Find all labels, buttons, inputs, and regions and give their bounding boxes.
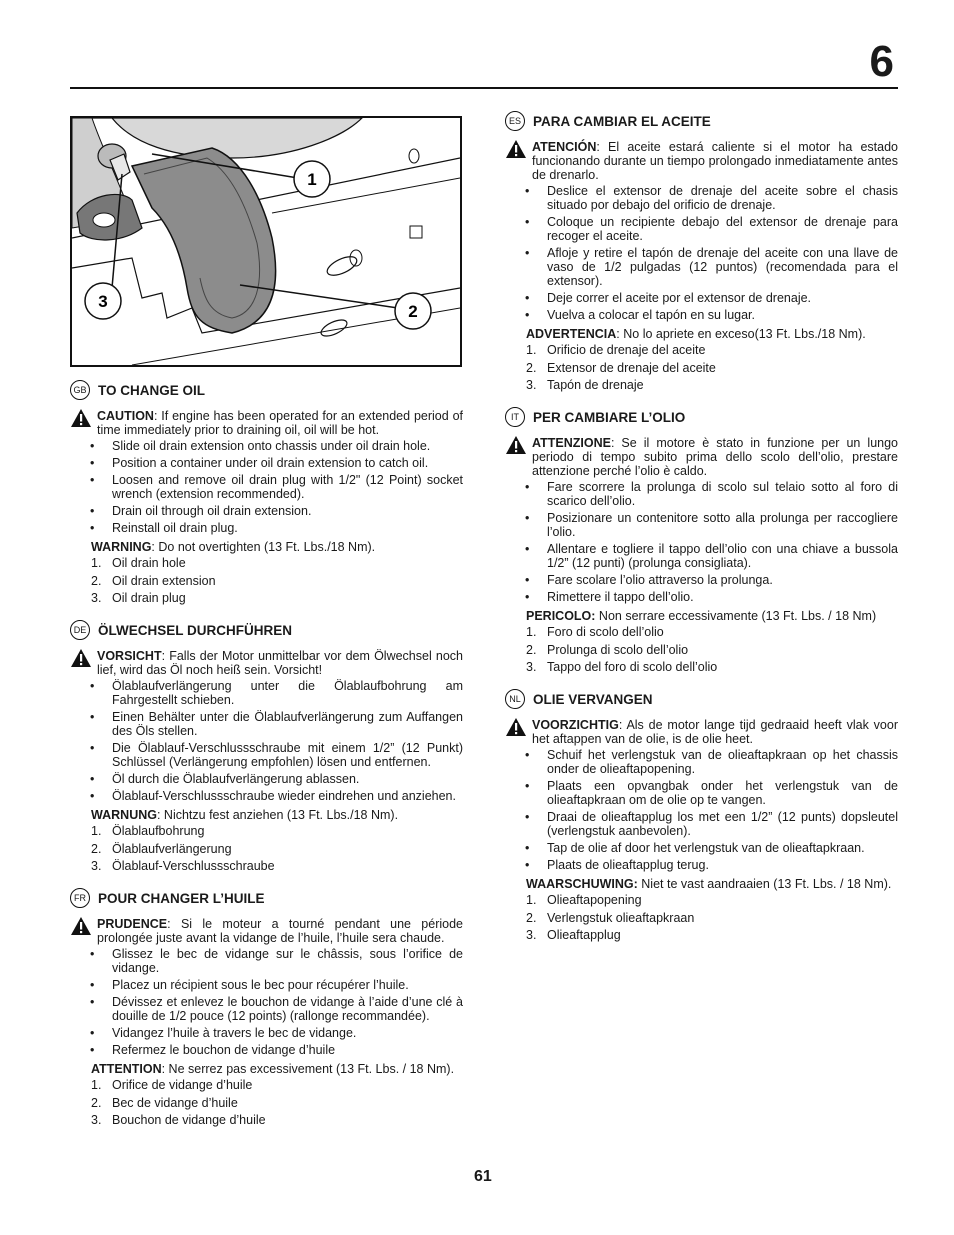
section-de [70,620,463,874]
parts-legend [505,625,898,675]
warning-text: Niet te vast aandraaien (13 Ft. Lbs. / 18 Nm). [637,877,892,891]
list-item: • Afloje y retire el tapón de drenaje del aceite con una llave de vaso de 1/2 pulgadas (12 puntos) (recomendada para el extensor). [505,246,898,288]
warning-note [70,1062,463,1076]
section-heading [505,689,898,709]
list-item: • Placez un récipient sous le bec pour récupérer l’huile. [70,978,463,992]
list-item: • Position a container under oil drain extension to catch oil. [70,456,463,470]
callout-1 [294,161,330,197]
caution-note [505,436,898,478]
country-code-badge: NL [505,689,525,709]
section-heading [505,111,898,131]
country-code-badge: ES [505,111,525,131]
instruction-list [505,480,898,604]
legend-item: 1. Oil drain hole [91,556,186,570]
legend-item: 1. Orifice de vidange d’huile [91,1078,253,1092]
list-item: • Dévissez et enlevez le bouchon de vidange à l’aide d’une clé à douille de 1/2 pouce (12 points) (rallonge recommandée). [70,995,463,1023]
instruction-list [70,679,463,803]
warning-note [505,327,898,341]
caution-label: CAUTION [97,409,154,423]
legend-item: 2. Bec de vidange d’huile [91,1095,238,1110]
list-item: • Slide oil drain extension onto chassis under oil drain hole. [70,439,463,453]
list-item: • Einen Behälter unter die Ölablaufverlängerung zum Auffangen des Öls stellen. [70,710,463,738]
list-item: • Vidangez l’huile à travers le bec de vidange. [70,1026,463,1040]
section-title: PER CAMBIARE L’OLIO [533,409,686,425]
legend-item: 1. Orificio de drenaje del aceite [526,343,706,357]
legend-item: 3. Olieaftapplug [526,928,621,942]
caution-note [70,409,463,437]
legend-item: 2. Ölablaufverlängerung [91,841,232,856]
warning-triangle-icon [70,408,92,428]
list-item: • Posizionare un contenitore sotto alla prolunga per raccogliere l’olio. [505,511,898,539]
section-heading [70,620,463,640]
legend-item: 2. Extensor de drenaje del aceite [526,360,716,375]
header-rule [70,87,898,89]
warning-note [70,808,463,822]
caution-note [70,649,463,677]
right-column [505,111,898,957]
section-heading [70,380,463,400]
warning-triangle-icon [70,916,92,936]
caution-label: VOORZICHTIG [532,718,619,732]
section-title: ÖLWECHSEL DURCHFÜHREN [98,622,293,638]
list-item: • Reinstall oil drain plug. [70,521,463,535]
warning-triangle-icon [505,435,527,455]
legend-item: 1. Ölablaufbohrung [91,824,205,838]
list-item: • Schuif het verlengstuk van de olieaftapkraan op het chassis onder de olieaftapopening. [505,748,898,776]
list-item: • Tap de olie af door het verlengstuk van de olieaftapkraan. [505,841,898,855]
chapter-number: 6 [869,37,894,86]
section-title: TO CHANGE OIL [98,382,206,398]
list-item: • Loosen and remove oil drain plug with 1/2" (12 Point) socket wrench (extension recommended). [70,473,463,501]
section-heading [70,888,463,908]
caution-text: : Als de motor lange tijd gedraaid heeft vlak voor het aftappen van de olie, is de olie heet. [532,718,898,746]
warning-text: : Do not overtighten (13 Ft. Lbs./18 Nm). [151,540,376,554]
warning-triangle-icon [70,648,92,668]
oil-drain-drawing [72,118,460,365]
warning-note [505,877,898,891]
page-number: 61 [474,1168,492,1185]
legend-item: 2. Prolunga di scolo dell’olio [526,642,689,657]
list-item: • Vuelva a colocar el tapón en su lugar. [505,308,898,322]
warning-label: PERICOLO: [526,609,596,623]
section-gb [70,380,463,606]
list-item: • Coloque un recipiente debajo del extensor de drenaje para recoger el aceite. [505,215,898,243]
caution-label: VORSICHT [97,649,162,663]
section-fr [70,888,463,1128]
warning-text: : Nichtzu fest anziehen (13 Ft. Lbs./18 Nm). [156,808,399,822]
list-item: • Drain oil through oil drain extension. [70,504,463,518]
oil-drain-illustration [70,116,462,367]
list-item: • Ölablauf-Verschlussschraube wieder eindrehen und anziehen. [70,789,463,803]
caution-label: ATENCIÓN [532,140,597,154]
list-item: • Ölablaufverlängerung unter die Ölablaufbohrung am Fahrgestellt schieben. [70,679,463,707]
warning-triangle-icon [505,717,527,737]
caution-note [70,917,463,945]
legend-item: 1. Foro di scolo dell’olio [526,625,664,639]
list-item: • Allentare e togliere il tappo dell’olio con una chiave a bussola 1/2” (12 punti) (prolunga consigliata). [505,542,898,570]
warning-label: ATTENTION [91,1062,162,1076]
legend-item: 3. Tappo del foro di scolo dell’olio [526,660,718,674]
legend-item: 1. Olieaftapopening [526,893,642,907]
country-code-badge: DE [70,620,90,640]
list-item: • Fare scolare l’olio attraverso la prolunga. [505,573,898,587]
list-item: • Rimettere il tappo dell’olio. [505,590,898,604]
warning-label: ADVERTENCIA [526,327,617,341]
legend-item: 3. Oil drain plug [91,591,186,605]
instruction-list [505,748,898,872]
list-item: • Fare scorrere la prolunga di scolo sul telaio sotto al foro di scarico dell’olio. [505,480,898,508]
country-code-badge: FR [70,888,90,908]
left-column [70,380,463,1142]
caution-text: : El aceite estará caliente si el motor ha estado funcionando durante un tiempo prolongado inmediatamente antes de drenarlo. [532,140,898,182]
legend-item: 3. Bouchon de vidange d’huile [91,1113,266,1127]
instruction-list [505,184,898,322]
instruction-list [70,947,463,1057]
warning-label: WARNUNG [91,808,157,822]
callout-2 [395,293,431,329]
list-item: • Glissez le bec de vidange sur le châssis, sous l’orifice de vidange. [70,947,463,975]
country-code-badge: GB [70,380,90,400]
parts-legend [505,343,898,393]
warning-text: Non serrare eccessivamente (13 Ft. Lbs. / 18 Nm) [595,609,877,623]
legend-item: 3. Ölablauf-Verschlussschraube [91,859,275,873]
svg-text:3: 3 [98,292,108,311]
parts-legend [505,893,898,943]
section-title: POUR CHANGER L’HUILE [98,890,265,906]
list-item: • Die Ölablauf-Verschlussschraube mit einem 1/2” (12 Punkt) Schlüssel (Verlängerung empfohlen) lösen und entfernen. [70,741,463,769]
warning-note [70,540,463,554]
parts-legend [70,556,463,606]
legend-item: 3. Tapón de drenaje [526,378,644,392]
caution-text: : If engine has been operated for an extended period of time immediately prior to draining oil, oil will be hot. [97,409,463,437]
caution-text: : Se il motore è stato in funzione per un lungo periodo di tempo subito prima dello scolo dell’olio, prestare attenzione perché l’olio è caldo. [532,436,898,478]
list-item: • Plaats een opvangbak onder het verlengstuk van de olieaftapkraan om de olie op te vangen. [505,779,898,807]
svg-text:1: 1 [307,170,317,189]
legend-item: 2. Oil drain extension [91,573,216,588]
caution-text: : Falls der Motor unmittelbar vor dem Ölwechsel noch lief, wird das Öl noch heiß sein. Vorsicht! [97,649,463,677]
country-code-badge: IT [505,407,525,427]
list-item: • Deslice el extensor de drenaje del aceite sobre el chasis situado por debajo del orificio de drenaje. [505,184,898,212]
caution-label: PRUDENCE [97,917,168,931]
caution-note [505,718,898,746]
parts-legend [70,1078,463,1128]
section-es [505,111,898,393]
warning-label: WAARSCHUWING: [526,877,638,891]
list-item: • Plaats de olieaftapplug terug. [505,858,898,872]
section-title: PARA CAMBIAR EL ACEITE [533,113,711,129]
instruction-list [70,439,463,535]
section-title: OLIE VERVANGEN [533,691,653,707]
warning-label: WARNING [91,540,152,554]
warning-note [505,609,898,623]
caution-note [505,140,898,182]
warning-text: : No lo apriete en exceso(13 Ft. Lbs./18 Nm). [616,327,866,341]
section-it [505,407,898,675]
section-heading [505,407,898,427]
warning-triangle-icon [505,139,527,159]
list-item: • Refermez le bouchon de vidange d’huile [70,1043,463,1057]
parts-legend [70,824,463,874]
callout-3 [85,283,121,319]
svg-text:2: 2 [408,302,418,321]
list-item: • Öl durch die Ölablaufverlängerung ablassen. [70,772,463,786]
caution-label: ATTENZIONE [532,436,611,450]
caution-text: : Si le moteur a tourné pendant une période prolongée juste avant la vidange de l’huile, l’huile sera chaude. [97,917,463,945]
list-item: • Draai de olieaftapplug los met een 1/2” (12 punts) dopsleutel (verlengstuk aanbevolen). [505,810,898,838]
section-nl [505,689,898,943]
list-item: • Deje correr el aceite por el extensor de drenaje. [505,291,898,305]
legend-item: 2. Verlengstuk olieaftapkraan [526,910,695,925]
warning-text: : Ne serrez pas excessivement (13 Ft. Lbs. / 18 Nm). [161,1062,455,1076]
